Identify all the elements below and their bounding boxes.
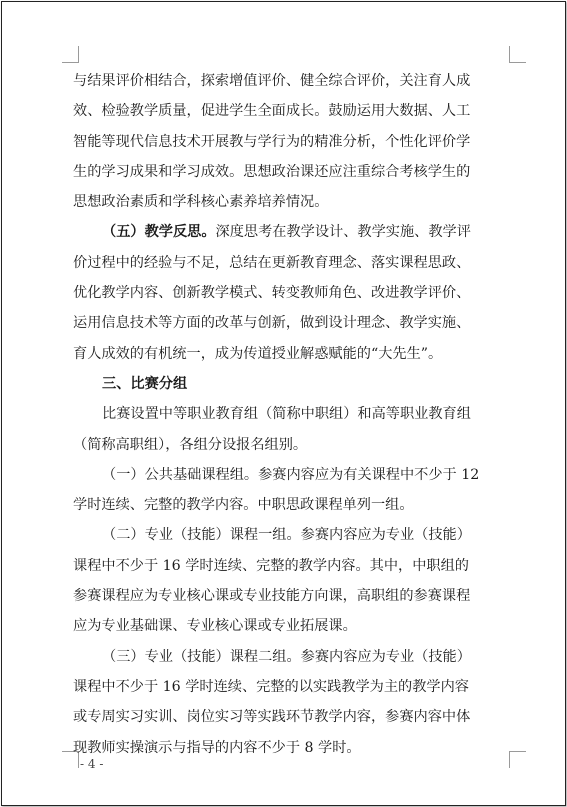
section-three-heading: 三、比赛分组 xyxy=(102,375,188,392)
text-line: 比赛设置中等职业教育组（简称中职组）和高等职业教育组 xyxy=(102,406,471,423)
section-five-first-line xyxy=(73,217,513,247)
text-line: 思想政治素质和学科核心素养培养情况。 xyxy=(73,194,329,211)
text-line: 学时连续、完整的教学内容。中职思政课程单列一组。 xyxy=(73,497,414,514)
section-five-label: （五）教学反思。 xyxy=(102,224,216,241)
text-line: 价过程中的经验与不足，总结在更新教育理念、落实课程思政、 xyxy=(73,254,471,271)
text-line: 运用信息技术等方面的改革与创新，做到设计理念、教学实施、 xyxy=(73,315,471,332)
document-body xyxy=(73,66,513,763)
section-five-text: 深度思考在教学设计、教学实施、教学评 xyxy=(215,224,471,241)
text-line: 优化教学内容、创新教学模式、转变教师角色、改进教学评价、 xyxy=(73,285,471,302)
text-line: 课程中不少于 16 学时连续、完整的教学内容。其中，中职组的 xyxy=(73,557,469,574)
text-line: （三）专业（技能）课程二组。参赛内容应为专业（技能） xyxy=(102,648,471,665)
text-line: 参赛课程应为专业核心课或专业技能方向课，高职组的参赛课程 xyxy=(73,588,471,605)
crop-mark-top-right xyxy=(509,46,526,63)
page-number: - 4 - xyxy=(80,757,104,771)
text-line: 与结果评价相结合，探索增值评价、健全综合评价，关注育人成 xyxy=(73,73,471,89)
document-page xyxy=(1,1,566,806)
text-line: 育人成效的有机统一，成为传道授业解惑赋能的“大先生”。 xyxy=(73,345,443,362)
text-line: 智能等现代信息技术开展教与学行为的精准分析，个性化评价学 xyxy=(73,133,471,150)
text-line: 应为专业基础课、专业核心课或专业拓展课。 xyxy=(73,618,357,635)
text-line: 或专周实习实训、岗位实习等实践环节教学内容，参赛内容中体 xyxy=(73,709,471,726)
text-line: 现教师实操演示与指导的内容不少于 8 学时。 xyxy=(73,739,361,756)
text-line: 生的学习成果和学习成效。思想政治课还应注重综合考核学生的 xyxy=(73,163,471,180)
text-line: 课程中不少于 16 学时连续、完整的以实践教学为主的教学内容 xyxy=(73,678,469,695)
text-line: （简称高职组），各组分设报名组别。 xyxy=(73,436,308,453)
crop-mark-top-left xyxy=(62,46,79,63)
text-line: 效、检验教学质量，促进学生全面成长。鼓励运用大数据、人工 xyxy=(73,103,471,120)
text-line: （二）专业（技能）课程一组。参赛内容应为专业（技能） xyxy=(102,527,471,544)
text-line: （一）公共基础课程组。参赛内容应为有关课程中不少于 12 xyxy=(102,466,480,483)
